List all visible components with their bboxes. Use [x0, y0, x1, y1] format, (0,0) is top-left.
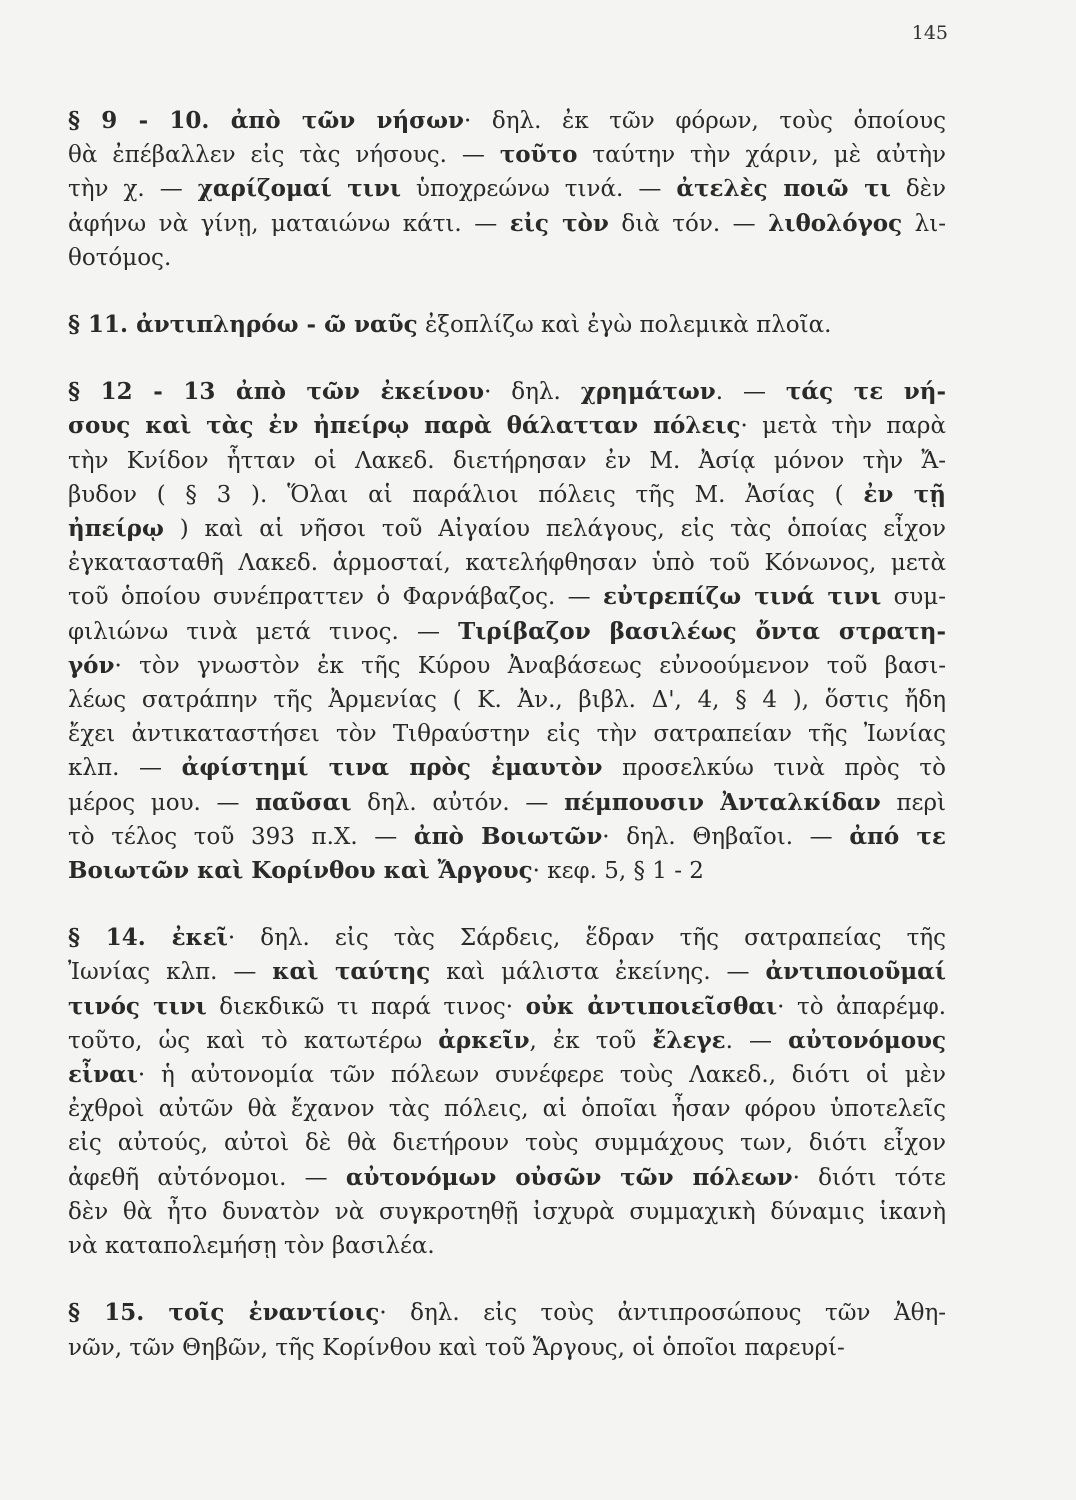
text-run: καὶ μάλιστα ἐκείνης. — [430, 959, 766, 986]
text-run: · διότι τότε [792, 1164, 946, 1191]
paragraph [68, 921, 946, 1263]
text-run: περὶ [880, 789, 946, 816]
paragraph [68, 308, 946, 342]
text-run: λι- [902, 210, 947, 237]
text-run: · δηλ. [484, 379, 581, 406]
paragraph [68, 375, 946, 888]
bold-term: § 15. [68, 1299, 169, 1327]
bold-term: εἶναι [68, 1061, 138, 1089]
text-line [68, 172, 946, 206]
text-run: κλπ. — [68, 755, 182, 782]
text-line [68, 1195, 946, 1229]
bold-term: οὐκ ἀντιποιεῖσθαι [525, 992, 778, 1020]
bold-term: Βοιωτῶν καὶ Κορίνθου καὶ Ἄργους [68, 857, 533, 885]
bold-term: χρημάτων [580, 378, 716, 406]
text-line [68, 683, 946, 717]
text-line [68, 990, 946, 1024]
text-line [68, 649, 946, 683]
text-run: · δηλ. ἐκ τῶν φόρων, τοὺς ὁποίους [463, 108, 946, 134]
text-line [68, 955, 946, 989]
bold-term: αὐτονόμων οὐσῶν τῶν πόλεων [345, 1163, 793, 1191]
page-number: 145 [911, 22, 948, 44]
bold-term: § 14. [68, 924, 172, 952]
text-run: διεκδικῶ τι παρά τινος· [206, 993, 526, 1020]
bold-term: ἔλεγε [652, 1026, 726, 1054]
bold-term: Τιρίβαζον βασιλέως ὄντα στρατη- [458, 617, 947, 645]
text-run: δὲν θὰ ἦτο δυνατὸν νὰ συγκροτηθῇ ἰσχυρὰ συμμαχικὴ δύναμις ἱκανὴ [68, 1198, 946, 1225]
bold-term: ἀπὸ τῶν ἐκείνου [236, 378, 485, 406]
text-run: ἐξοπλίζω καὶ ἐγὼ πολεμικὰ πλοῖα. [417, 312, 832, 339]
text-line [68, 241, 946, 275]
text-run: θὰ ἐπέβαλλεν εἰς τὰς νήσους. — [68, 142, 500, 169]
text-line [68, 854, 946, 888]
bold-term: ἀρκεῖν [438, 1026, 530, 1054]
text-line [68, 1058, 946, 1092]
text-line [68, 786, 946, 820]
text-run: διὰ τόν. — [608, 210, 769, 237]
bold-term: ἐκεῖ [171, 924, 228, 952]
text-run: · δηλ. εἰς τὰς Σάρδεις, ἕδραν τῆς σατραπείας τῆς [227, 925, 946, 952]
text-run: · κεφ. 5, § 1 - 2 [532, 858, 704, 885]
text-run: . — [715, 379, 786, 406]
bold-term: ἀπὸ Βοιωτῶν [413, 822, 603, 850]
bold-term: ἀφίστημί τινα πρὸς ἐμαυτὸν [181, 754, 603, 782]
bold-term: § 12 - 13 [68, 378, 237, 406]
commentary-text [68, 104, 946, 1365]
text-line [68, 717, 946, 751]
text-line [68, 512, 946, 546]
text-run: βυδον ( § 3 ). Ὅλαι αἱ παράλιοι πόλεις τῆς Μ. Ἀσίας ( [68, 481, 864, 508]
bold-term: ἀντιπληρόω - ῶ ναῦς [136, 311, 418, 339]
bold-term: αὐτονόμους [788, 1026, 947, 1054]
bold-term: ἠπείρῳ [68, 515, 164, 543]
text-line [68, 751, 946, 785]
bold-term: λιθολόγος [768, 209, 903, 237]
bold-term: τινός τινι [68, 992, 207, 1020]
text-run: · ἡ αὐτονομία τῶν πόλεων συνέφερε τοὺς Λακεδ., διότι οἱ μὲν [137, 1062, 946, 1089]
text-run: . — [725, 1027, 789, 1054]
bold-term: τάς τε νή- [785, 378, 947, 406]
bold-term: εἰς τὸν [509, 209, 609, 237]
text-run: θοτόμος. [68, 244, 172, 271]
text-line [68, 409, 946, 443]
text-run: τοῦτο, ὡς καὶ τὸ κατωτέρω [68, 1027, 439, 1054]
text-line [68, 478, 946, 512]
paragraph [68, 1296, 946, 1364]
bold-term: ἐν τῇ [863, 480, 946, 508]
text-line [68, 1024, 946, 1058]
text-run: · τὸν γνωστὸν ἐκ τῆς Κύρου Ἀναβάσεως εὐνοούμενον τοῦ βασι- [114, 652, 946, 679]
bold-term: παῦσαι [255, 788, 352, 816]
bold-term: γόν [68, 651, 115, 679]
bold-term: § 11. [68, 311, 137, 339]
text-run: μέρος μου. — [68, 789, 256, 816]
text-run: ἔχει ἀντικαταστήσει τὸν Τιθραύστην εἰς τὴν σατραπείαν τῆς Ἰωνίας [68, 721, 946, 748]
text-run: · δηλ. Θηβαῖοι. — [602, 823, 850, 850]
bold-term: σους καὶ τὰς ἐν ἠπείρῳ παρὰ θάλατταν πόλεις [68, 412, 741, 440]
text-line [68, 580, 946, 614]
text-run: Ἰωνίας κλπ. — [68, 959, 273, 986]
text-line [68, 207, 946, 241]
text-run: φιλιώνω τινὰ μετά τινος. — [68, 618, 459, 645]
text-line [68, 1229, 946, 1263]
text-run: · δηλ. εἰς τοὺς ἀντιπροσώπους τῶν Ἀθη- [379, 1300, 947, 1327]
text-run: , ἐκ τοῦ [529, 1027, 653, 1054]
text-run: · τὸ ἀπαρέμφ. [777, 993, 947, 1020]
text-line [68, 1296, 946, 1330]
bold-term: ἀντιποιοῦμαί [765, 958, 946, 986]
text-line [68, 546, 946, 580]
text-run: εἰς αὐτούς, αὐτοὶ δὲ θὰ διετήρουν τοὺς συμμάχους των, διότι εἶχον [68, 1130, 946, 1157]
bold-term: ἀπό τε [849, 822, 946, 850]
paragraph [68, 104, 946, 275]
text-run: · μετὰ τὴν παρὰ [740, 413, 946, 440]
text-run: ταύτην τὴν χάριν, μὲ αὐτὴν [577, 142, 947, 169]
bold-term: καὶ ταύτης [272, 958, 431, 986]
text-run: ἀφεθῆ αὐτόνομοι. — [68, 1164, 346, 1191]
paragraph-gap [68, 1263, 946, 1296]
text-line [68, 921, 946, 955]
text-run: δηλ. αὐτόν. — [351, 789, 565, 816]
text-run: δὲν [890, 176, 947, 203]
text-line [68, 104, 946, 138]
bold-term: § 9 - 10. [68, 107, 231, 134]
bold-term: ἀτελὲς ποιῶ τι [676, 175, 891, 203]
text-line [68, 1092, 946, 1126]
bold-term: εὐτρεπίζω τινά τινι [603, 583, 882, 611]
text-run: τὸ τέλος τοῦ 393 π.Χ. — [68, 823, 414, 850]
text-run: λέως σατράπην τῆς Ἀρμενίας ( Κ. Ἀν., βιβλ. Δ', 4, § 4 ), ὅστις ἤδη [68, 687, 946, 714]
text-run: τὴν χ. — [68, 176, 198, 203]
text-run: ὑποχρεώνω τινά. — [401, 176, 677, 203]
text-run: τοῦ ὁποίου συνέπραττεν ὁ Φαρνάβαζος. — [68, 584, 604, 611]
text-line [68, 444, 946, 478]
text-line [68, 375, 946, 409]
text-run: ἐχθροὶ αὐτῶν θὰ ἔχανον τὰς πόλεις, αἱ ὁποῖαι ἦσαν φόρου ὑποτελεῖς [68, 1096, 946, 1123]
text-run: νὰ καταπολεμήσῃ τὸν βασιλέα. [68, 1233, 435, 1260]
text-line [68, 820, 946, 854]
text-run: ἐγκατασταθῆ Λακεδ. ἁρμοσταί, κατελήφθησαν ὑπὸ τοῦ Κόνωνος, μετὰ [68, 550, 946, 577]
text-run: ἀφήνω νὰ γίνῃ, ματαιώνω κάτι. — [68, 210, 510, 237]
text-line [68, 1331, 946, 1365]
text-run: τὴν Κνίδον ἧτταν οἱ Λακεδ. διετήρησαν ἐν Μ. Ἀσίᾳ μόνον τὴν Ἄ- [68, 447, 946, 474]
paragraph-gap [68, 342, 946, 375]
text-line [68, 308, 946, 342]
bold-term: πέμπουσιν Ἀνταλκίδαν [564, 788, 881, 816]
text-line [68, 615, 946, 649]
text-run: προσελκύω τινὰ πρὸς τὸ [602, 755, 946, 782]
paragraph-gap [68, 275, 946, 308]
text-run: συμ- [881, 584, 947, 611]
bold-term: ἀπὸ τῶν νήσων [230, 107, 464, 134]
text-run: ) καὶ αἱ νῆσοι τοῦ Αἰγαίου πελάγους, εἰς τὰς ὁποίας εἶχον [163, 516, 946, 543]
bold-term: χαρίζομαί τινι [197, 175, 401, 203]
text-line [68, 1161, 946, 1195]
text-line [68, 138, 946, 172]
text-line [68, 1126, 946, 1160]
text-run: νῶν, τῶν Θηβῶν, τῆς Κορίνθου καὶ τοῦ Ἄργους, οἱ ὁποῖοι παρευρί- [68, 1334, 845, 1361]
bold-term: τοῦτο [499, 141, 578, 169]
paragraph-gap [68, 888, 946, 921]
bold-term: τοῖς ἐναντίοις [168, 1299, 380, 1327]
